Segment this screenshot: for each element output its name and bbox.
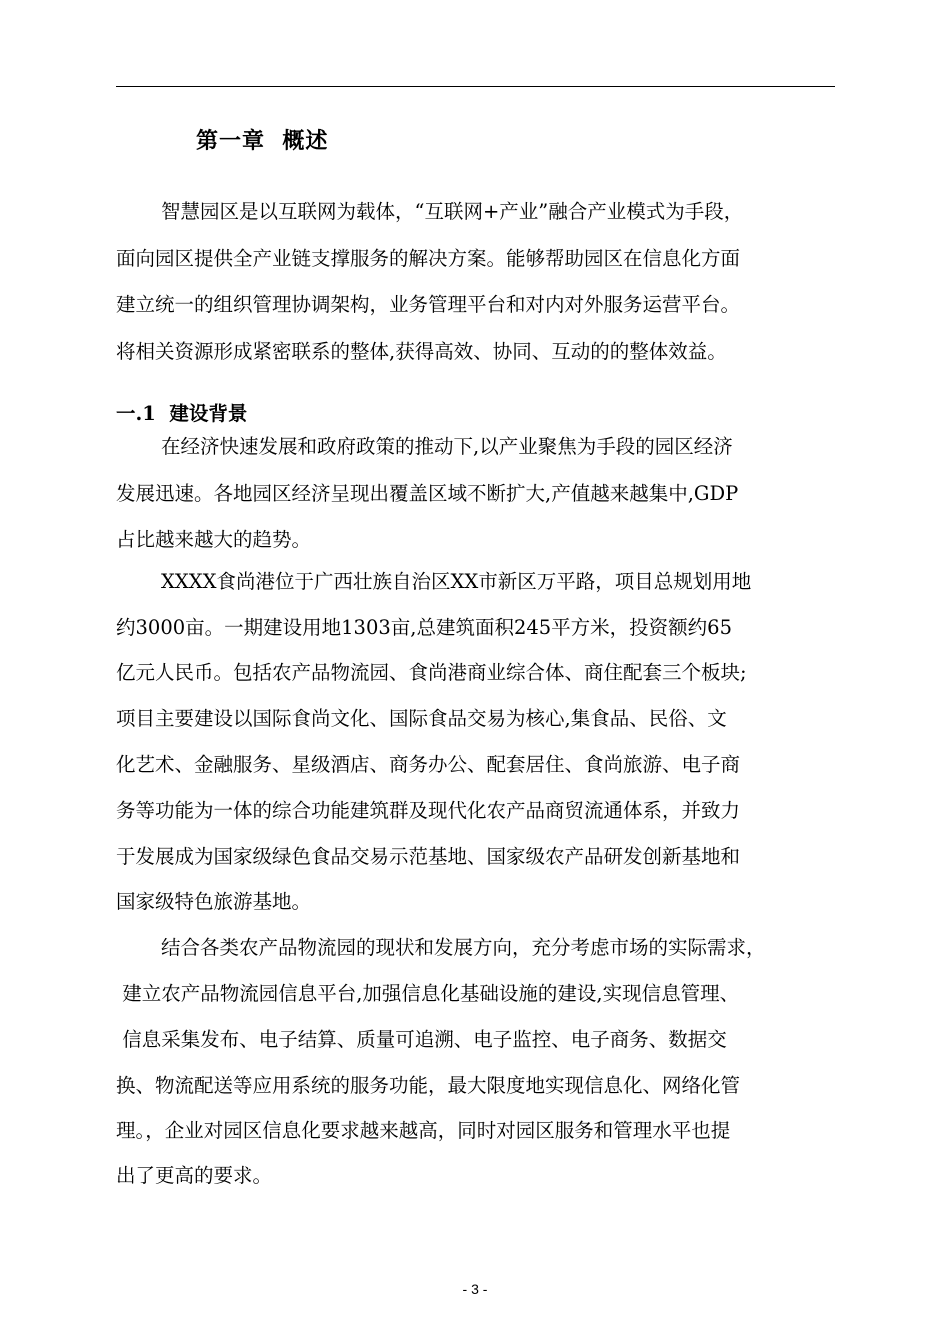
paragraph-line: 占比越来越大的趋势。 [116,528,312,551]
paragraph-line: 于发展成为国家级绿色食品交易示范基地、国家级农产品研发创新基地和 [116,845,741,868]
header-rule [116,86,835,87]
paragraph-line: 亿元人民币。包括农产品物流园、食尚港商业综合体、商住配套三个板块; [116,661,747,684]
paragraph-line: 理。，企业对园区信息化要求越来越高，同时对园区服务和管理水平也提 [116,1119,731,1142]
paragraph-line: 出了更高的要求。 [116,1164,273,1187]
paragraph-line: 结合各类农产品物流园的现状和发展方向，充分考虑市场的实际需求， [161,936,766,959]
paragraph-line: 换、物流配送等应用系统的服务功能，最大限度地实现信息化、网络化管 [116,1074,741,1097]
paragraph-line: 信息采集发布、电子结算、质量可追溯、电子监控、电子商务、数据交 [116,1028,727,1051]
paragraph-line: 面向园区提供全产业链支撑服务的解决方案。能够帮助园区在信息化方面 [116,247,741,270]
paragraph-line: 国家级特色旅游基地。 [116,890,312,913]
paragraph-line: 化艺术、金融服务、星级酒店、商务办公、配套居住、食尚旅游、电子商 [116,753,741,776]
paragraph-line: XXXX食尚港位于广西壮族自治区XX市新区万平路，项目总规划用地 [161,570,752,593]
paragraph-line: 建立农产品物流园信息平台,加强信息化基础设施的建设,实现信息管理、 [116,982,740,1005]
paragraph-line: 约3000亩。一期建设用地1303亩,总建筑面积245平方米，投资额约65 [116,616,732,639]
paragraph-line: 务等功能为一体的综合功能建筑群及现代化农产品商贸流通体系，并致力 [116,799,741,822]
paragraph-line: 项目主要建设以国际食尚文化、国际食品交易为核心,集食品、民俗、文 [116,707,727,730]
section-heading: 一.1 建设背景 [116,402,248,425]
chapter-title: 第一章 概述 [196,128,329,154]
paragraph-line: 在经济快速发展和政府政策的推动下,以产业聚焦为手段的园区经济 [161,435,733,458]
paragraph-line: 将相关资源形成紧密联系的整体,获得高效、协同、互动的的整体效益。 [116,340,727,363]
page-number: - 3 - [462,1281,488,1297]
paragraph-line: 建立统一的组织管理协调架构，业务管理平台和对内对外服务运营平台。 [116,293,741,316]
paragraph-line: 智慧园区是以互联网为载体，“互联网+产业”融合产业模式为手段， [161,200,744,223]
paragraph-line: 发展迅速。各地园区经济呈现出覆盖区域不断扩大,产值越来越集中,GDP [116,482,739,505]
